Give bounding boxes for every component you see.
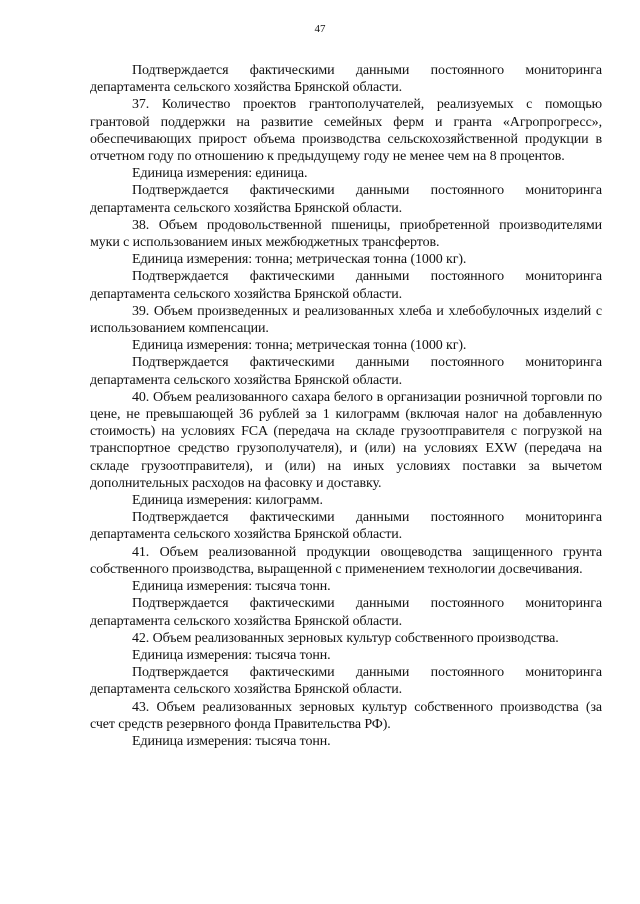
unit-of-measure: Единица измерения: тысяча тонн. — [132, 733, 331, 749]
paragraph: Подтверждается фактическими данными постоянного мониторинга департамента сельского хозяйства Брянской области. — [90, 665, 602, 698]
unit-of-measure: Единица измерения: тонна; метрическая тонна (1000 кг). — [132, 338, 467, 354]
unit-of-measure: Единица измерения: тысяча тонн. — [132, 647, 331, 663]
page-number: 47 — [314, 23, 326, 35]
paragraph: Подтверждается фактическими данными постоянного мониторинга департамента сельского хозяйства Брянской области. — [90, 355, 602, 388]
paragraph-item-41: 41. Объем реализованной продукции овощеводства защищенного грунта собственного производства, выращенной с применением технологии досвечивания. — [90, 544, 602, 577]
paragraph: Подтверждается фактическими данными постоянного мониторинга департамента сельского хозяйства Брянской области. — [90, 63, 602, 96]
paragraph-item-43: 43. Объем реализованных зерновых культур собственного производства (за счет средств резервного фонда Правительства РФ). — [90, 699, 602, 732]
unit-of-measure: Единица измерения: тысяча тонн. — [132, 579, 331, 595]
paragraph-item-38: 38. Объем продовольственной пшеницы, приобретенной производителями муки с использованием иных межбюджетных трансфертов. — [90, 217, 602, 251]
paragraph: Подтверждается фактическими данными постоянного мониторинга департамента сельского хозяйства Брянской области. — [90, 269, 602, 302]
paragraph: Подтверждается фактическими данными постоянного мониторинга департамента сельского хозяйства Брянской области. — [90, 510, 602, 543]
paragraph-item-39: 39. Объем произведенных и реализованных хлеба и хлебобулочных изделий с использованием компенсации. — [90, 303, 602, 337]
paragraph-item-40: 40. Объем реализованного сахара белого в организации розничной торговли по цене, не превышающей 36 рублей за 1 килограмм (включая налог на добавленную стоимость) на условиях FCA (передача на складе грузоотправителя с погрузкой на транспортное средство грузополучателя), и (или) на условиях EXW (передача на складе грузоотправителя), и (или) на иных условиях поставки за вычетом дополнительных расходов на фасовку и доставку. — [90, 389, 602, 491]
unit-of-measure: Единица измерения: килограмм. — [132, 493, 323, 509]
paragraph: Подтверждается фактическими данными постоянного мониторинга департамента сельского хозяйства Брянской области. — [90, 183, 602, 216]
unit-of-measure: Единица измерения: тонна; метрическая тонна (1000 кг). — [132, 252, 467, 268]
unit-of-measure: Единица измерения: единица. — [132, 166, 308, 182]
paragraph-item-42: 42. Объем реализованных зерновых культур собственного производства. — [132, 630, 559, 646]
document-body — [90, 62, 602, 750]
paragraph-item-37: 37. Количество проектов грантополучателей, реализуемых с помощью грантовой поддержки на развитие семейных ферм и гранта «Агропрогресс», обеспечивающих прирост объема производства сельскохозяйственной продукции в отчетном году по отношению к предыдущему году не менее чем на 8 процентов. — [90, 97, 602, 165]
paragraph: Подтверждается фактическими данными постоянного мониторинга департамента сельского хозяйства Брянской области. — [90, 596, 602, 629]
